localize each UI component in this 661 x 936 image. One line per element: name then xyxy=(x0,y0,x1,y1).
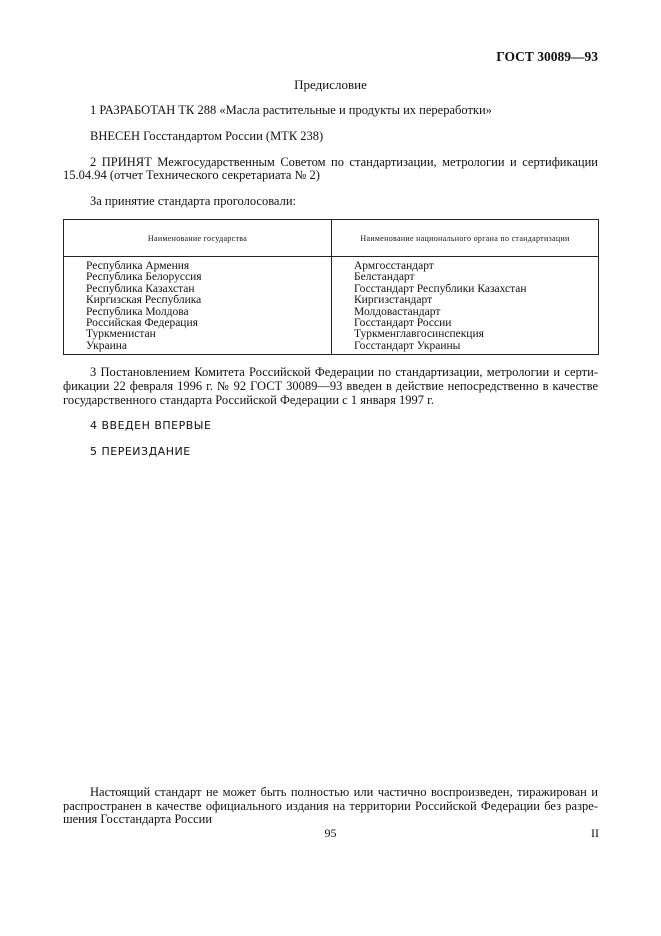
copyright-notice-line-3: шения Госстандарта России xyxy=(63,812,213,826)
state-item: Республика Армения xyxy=(86,260,190,272)
item-3-line-2: фикации 22 февраля 1996 г. № 92 ГОСТ 30089—93 введен в действие непосредственно в качестве xyxy=(63,379,598,393)
state-item: Республика Молдова xyxy=(86,305,189,318)
body-item: Армгосстандарт xyxy=(354,260,434,272)
body-item: Туркменглавгосинспекция xyxy=(354,328,484,341)
table-header-state: Наименование государства xyxy=(147,234,248,243)
body-item: Госстандарт Украины xyxy=(354,339,461,352)
item-3-line-3: государственного стандарта Российской Федерации с 1 января 1997 г. xyxy=(63,393,435,407)
copyright-notice-line-2: распространен в качестве официального издания на территории Российской Федерации без разре- xyxy=(63,799,598,813)
state-item: Киргизская Республика xyxy=(86,294,202,307)
item-2-line-1: 2 ПРИНЯТ Межгосударственным Советом по стандартизации, метрологии и сертификации xyxy=(90,155,598,169)
item-5-reissue: 5 ПЕРЕИЗДАНИЕ xyxy=(90,445,191,458)
item-3-line-1: 3 Постановлением Комитета Российской Федерации по стандартизации, метрологии и серти- xyxy=(90,365,598,379)
states-list xyxy=(86,261,202,352)
state-item: Туркменистан xyxy=(86,328,156,341)
page-number: 95 xyxy=(324,826,337,840)
copyright-notice-line-1: Настоящий стандарт не может быть полностью или частично воспроизведен, тиражирован и xyxy=(90,785,598,799)
body-item: Белстандарт xyxy=(354,271,415,284)
roman-page-number: II xyxy=(591,826,599,840)
item-4-first-introduced: 4 ВВЕДЕН ВПЕРВЫЕ xyxy=(90,419,212,432)
item-2-line-2: 15.04.94 (отчет Технического секретариата № 2) xyxy=(63,168,320,182)
voting-intro: За принятие стандарта проголосовали: xyxy=(90,194,296,208)
state-item: Республика Казахстан xyxy=(86,282,195,295)
state-item: Республика Белоруссия xyxy=(86,271,202,284)
item-1-developed: 1 РАЗРАБОТАН ТК 288 «Масла растительные и продукты их переработки» xyxy=(90,103,492,117)
table-header-body: Наименование национального органа по стандартизации xyxy=(360,234,570,243)
body-item: Госстандарт Республики Казахстан xyxy=(354,282,527,295)
voting-table xyxy=(63,219,599,355)
bodies-list xyxy=(354,261,527,352)
standard-code: ГОСТ 30089—93 xyxy=(496,49,598,64)
foreword-title: Предисловие xyxy=(294,77,367,92)
table-header-divider xyxy=(64,256,598,257)
body-item: Молдовастандарт xyxy=(354,305,441,318)
state-item: Российская Федерация xyxy=(86,317,198,330)
body-item: Госстандарт России xyxy=(354,317,452,330)
state-item: Украина xyxy=(86,339,127,352)
introduced-by: ВНЕСЕН Госстандартом России (МТК 238) xyxy=(90,129,324,143)
body-item: Киргизстандарт xyxy=(354,294,433,307)
